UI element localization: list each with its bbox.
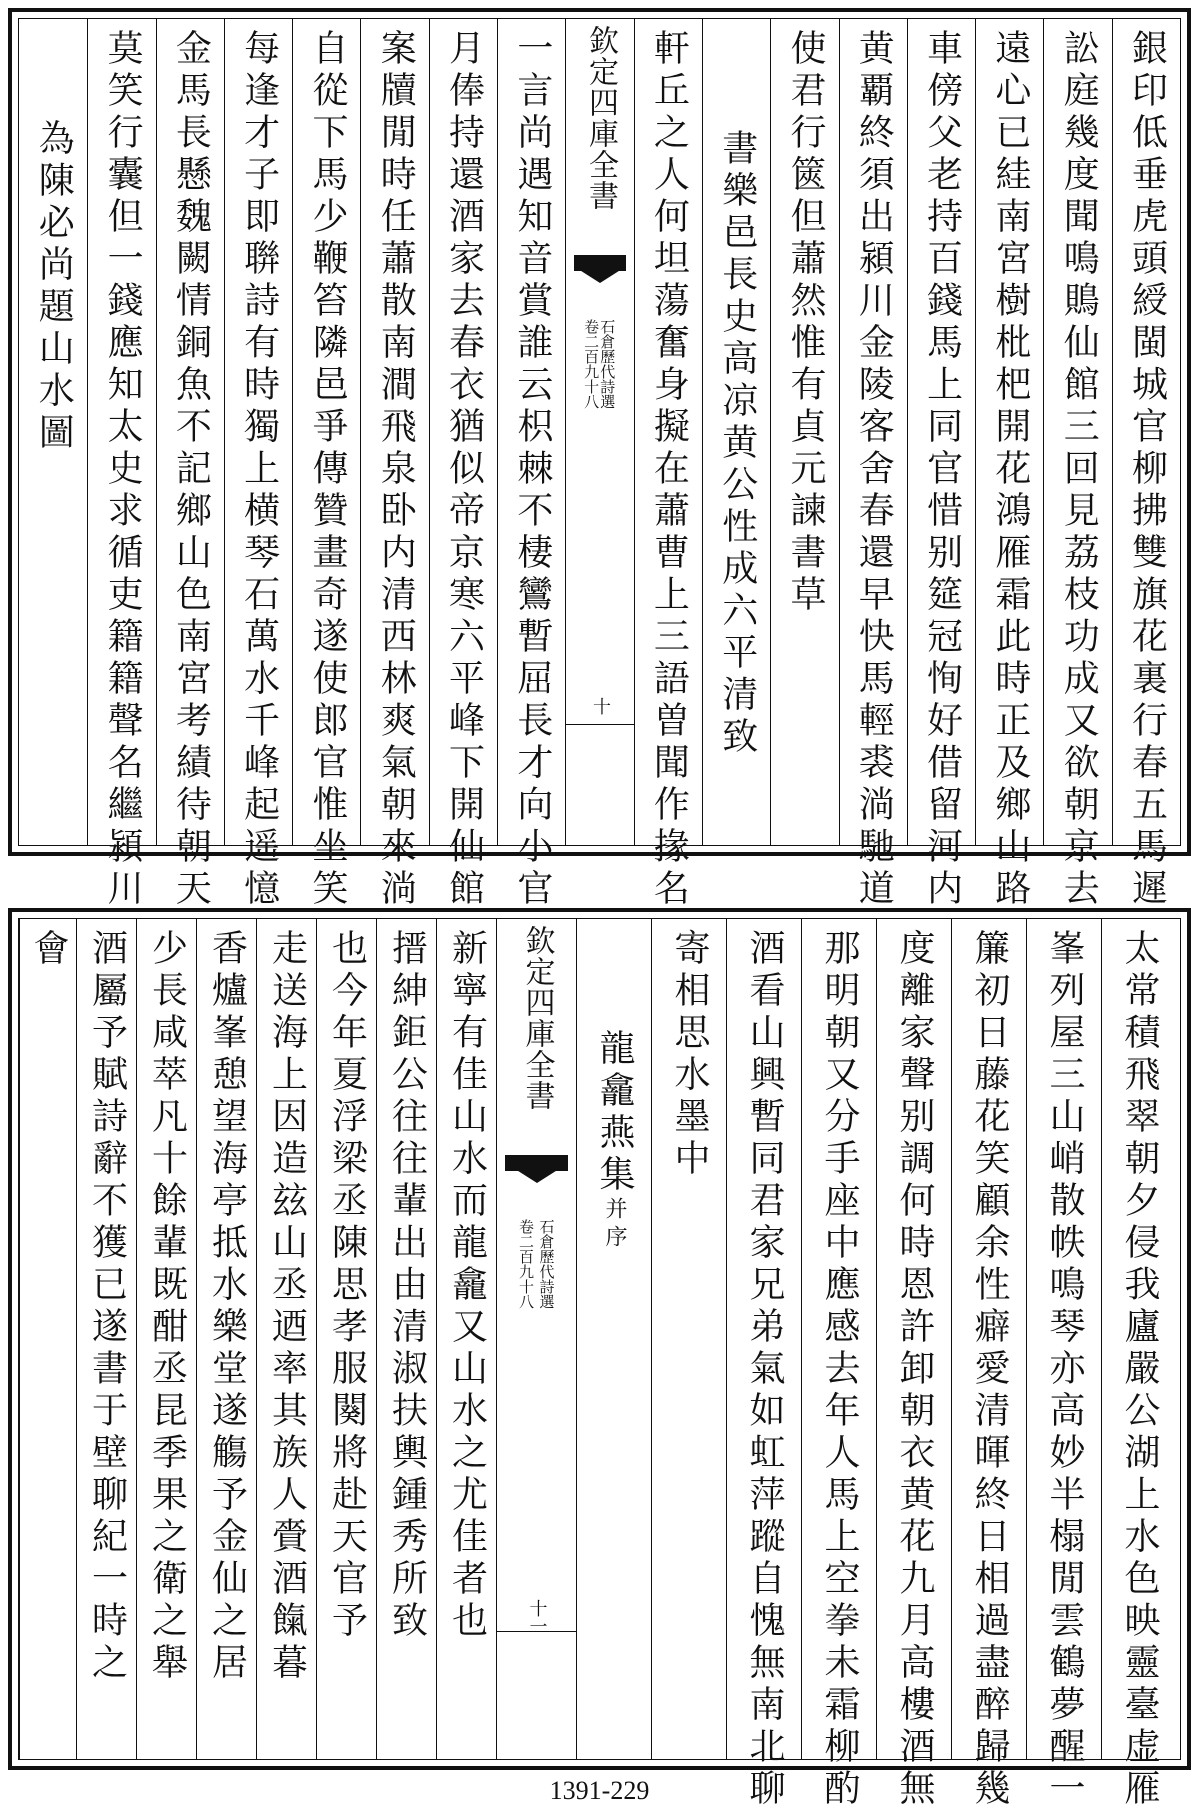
title-note: 并序: [602, 1197, 627, 1253]
page-number: 十一: [526, 1599, 548, 1635]
center-fold: [565, 19, 633, 845]
text-column: 少長咸萃凡十餘輩既酣丞昆季果之衛之舉: [136, 919, 196, 1759]
footer-page-number: 1391-229: [549, 1776, 650, 1805]
text-column: 使君行篋但蕭然惟有貞元諫書草: [770, 19, 838, 845]
top-page: [8, 8, 1191, 911]
fish-tail-mark: [574, 255, 625, 283]
page-number: 十: [589, 697, 611, 715]
center-fold: [496, 919, 576, 1759]
text-column: 遠心已絓南宮樹枇杷開花鴻雁霜此時正及鄉山路: [975, 19, 1043, 845]
text-column: 搢紳鉅公往往輩出由清淑扶輿鍾秀所致: [376, 919, 436, 1759]
fold-rule: [566, 724, 633, 725]
text-column: 酒屬予賦詩辭不獲已遂書于壁聊紀一時之: [76, 919, 136, 1759]
text-column: 軒丘之人何坦蕩奮身擬在蕭曹上三語曽聞作掾名: [634, 19, 702, 845]
text-column: 銀印低垂虎頭綬閩城官柳拂雙旗花裏行春五馬遲: [1112, 19, 1180, 845]
section-title: 石倉歷代詩選: [598, 319, 617, 409]
poem-title: 龍龕燕集: [594, 1029, 635, 1197]
text-column: 香爐峯憩望海亭抵水樂堂遂觴予金仙之居: [196, 919, 256, 1759]
book-title: 欽定四庫全書: [519, 925, 555, 1111]
text-column: 為陳必尚題山水圖: [33, 119, 75, 455]
text-column: 簾初日藤花笑顧余性癖愛清暉終日相過盡醉歸幾: [951, 919, 1026, 1759]
text-column: 每逢才子即聨詩有時獨上横琴石萬水千峰起遥憶: [224, 19, 292, 845]
text-column: 那明朝又分手座中應感去年人馬上空拳未霜柳酌: [801, 919, 876, 1759]
text-column: 一言尚遇知音賞誰云枳棘不棲鸞暫屈長才向小官: [497, 19, 565, 845]
fold-rule: [497, 1631, 576, 1632]
volume-label: 卷二百九十八: [516, 1219, 535, 1309]
text-column: 黄覇終須出潁川金陵客舍春還早快馬輕裘淌馳道: [839, 19, 907, 845]
text-column: 案牘閒時任蕭散南澗飛泉卧内清西林爽氣朝來淌: [360, 19, 428, 845]
title-column: [576, 919, 651, 1759]
text-column: 自從下馬少鞭笞隣邑爭傳贊畫奇遂使郎官惟坐笑: [292, 19, 360, 845]
text-column: 車傍父老持百錢馬上同官惜别筵冠恂好借留河内: [907, 19, 975, 845]
top-page-frame: [18, 18, 1181, 911]
text-column: 月俸持還酒家去春衣猶似帝京寒六平峰下開仙館: [429, 19, 497, 845]
text-column: 書樂邑長史高凉黄公性成六平清致: [702, 19, 770, 845]
text-column: 走送海上因造玆山丞迺率其族人賫酒餼暮: [256, 919, 316, 1759]
text-column: 金馬長懸魏闕情銅魚不記鄉山色南宮考績待朝天: [156, 19, 224, 845]
text-column: 新寧有佳山水而龍龕又山水之尤佳者也: [436, 919, 496, 1759]
section-title: 石倉歷代詩選: [537, 1219, 556, 1309]
text-column: 酒看山興暫同君家兄弟氣如虹萍蹤自愧無南北聊: [726, 919, 801, 1759]
text-column: 也今年夏浮梁丞陳思孝服闋將赴天官予: [316, 919, 376, 1759]
text-column: 度離家聲别調何時恩許卸朝衣黄花九月高樓酒無: [876, 919, 951, 1759]
text-column: 莫笑行囊但一錢應知太史求循吏籍籍聲名繼潁川: [87, 19, 155, 845]
text-column: 太常積飛翠朝夕侵我廬嚴公湖上水色映靈臺虚雁: [1101, 919, 1176, 1759]
fish-tail-mark: [505, 1155, 568, 1183]
text-column: 寄相思水墨中: [651, 919, 726, 1759]
text-column: 訟庭幾度聞鳴鵙仙館三回見荔枝功成又欲朝京去: [1043, 19, 1111, 845]
book-title: 欽定四庫全書: [582, 25, 618, 211]
text-column: 峯列屋三山峭散帙鳴琴亦高妙半榻閒雲鶴夢醒一: [1026, 919, 1101, 1759]
volume-label: 卷二百九十八: [582, 319, 601, 409]
text-column: 會: [19, 919, 76, 1759]
